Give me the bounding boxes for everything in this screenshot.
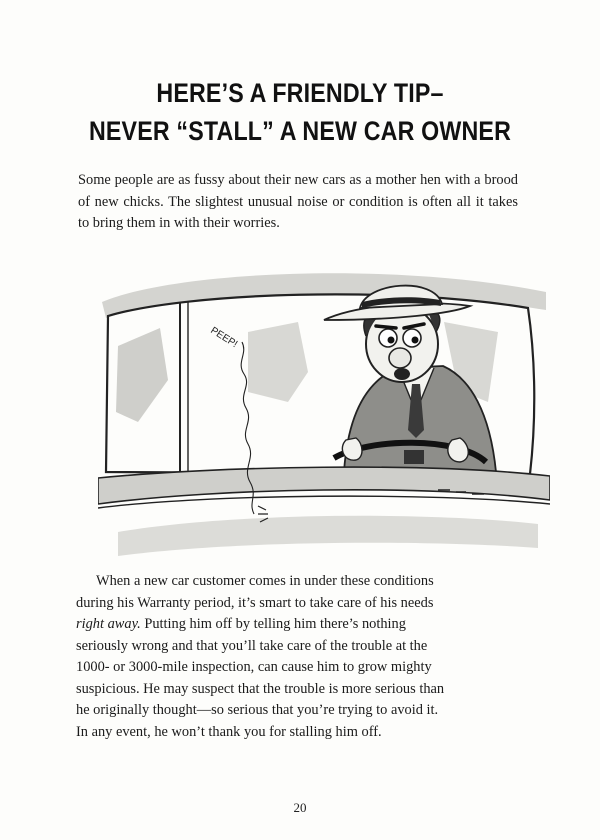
body-line: 1000- or 3000-mile inspection, can cause him to grow mighty [76,659,432,675]
peep-sound-label: PEEP! [208,325,240,351]
headline-line-2: NEVER “STALL” A NEW CAR OWNER [88,116,512,146]
body-line [76,614,522,636]
page-number: 20 [293,800,307,815]
body-line: he originally thought—so serious that you’re trying to avoid it. [76,702,439,718]
body-line: seriously wrong and that you’ll take care of the trouble at the [76,637,428,654]
emphasis-text: right away. [76,616,141,632]
body-line: during his Warranty period, it’s smart to take care of his needs [76,594,434,611]
body-line-rest: Putting him off by telling him there’s nothing [140,616,406,632]
cartoon-illustration [98,262,550,562]
body-line: When a new car customer comes in under these conditions [96,573,434,589]
headline-line-1: HERE’S A FRIENDLY TIP– [156,78,444,108]
body-paragraph [76,571,522,743]
intro-paragraph: Some people are as fussy about their new cars as a mother hen with a brood of new chicks. The slightest unusual noise or condition is often all it takes to bring them in with their worries. [78,172,518,231]
car-roof-shading [102,273,546,318]
body-line: In any event, he won’t thank you for stalling him off. [76,723,382,740]
body-line: suspicious. He may suspect that the trouble is more serious than [76,680,445,697]
